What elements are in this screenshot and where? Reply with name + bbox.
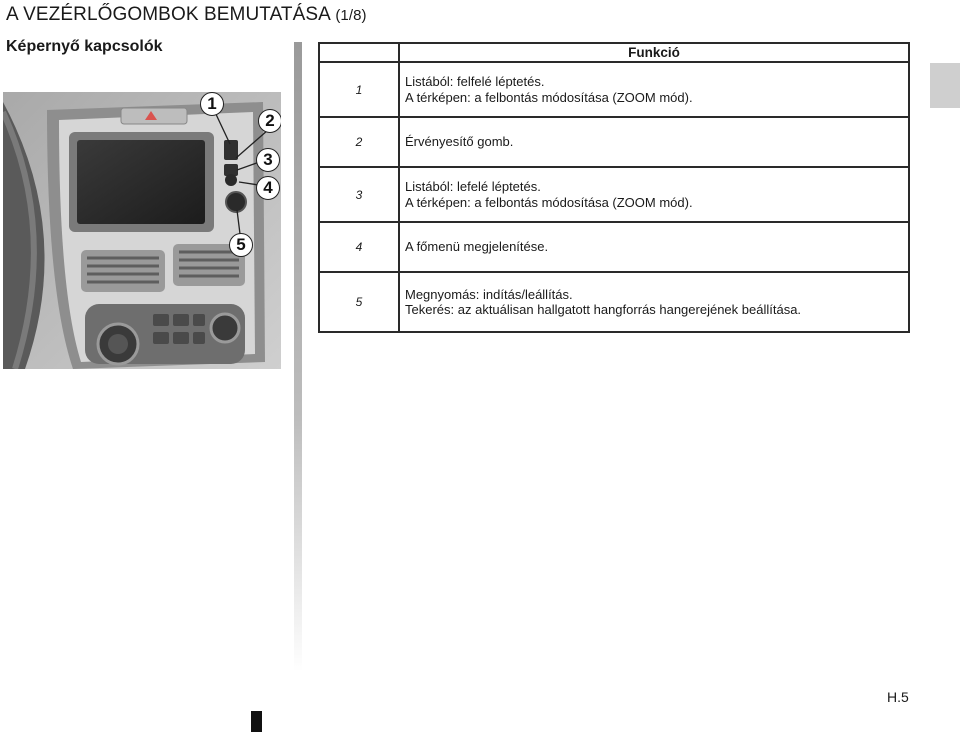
page-title-text: A VEZÉRLŐGOMBOK BEMUTATÁSA: [6, 4, 330, 25]
row-description: [399, 62, 909, 117]
row-description: [399, 117, 909, 167]
row-number: 4: [319, 222, 399, 272]
page-part-indicator: (1/8): [335, 7, 367, 24]
section-tab-marker: [930, 63, 960, 108]
table-header-empty: [319, 43, 399, 62]
table-row: [319, 167, 909, 222]
table-row: [319, 117, 909, 167]
row-description: [399, 167, 909, 222]
callout-2: 2: [258, 109, 281, 133]
row-number: 3: [319, 167, 399, 222]
description-line: Tekerés: az aktuálisan hallgatott hangforrás hangerejének beállítása.: [405, 302, 802, 317]
row-number: 2: [319, 117, 399, 167]
description-line: A főmenü megjelenítése.: [405, 239, 549, 255]
description-line: A térképen: a felbontás módosítása (ZOOM mód).: [405, 89, 693, 105]
row-number: 5: [319, 272, 399, 332]
section-subtitle: Képernyő kapcsolók: [6, 38, 163, 55]
description-line: A térképen: a felbontás módosítása (ZOOM mód).: [405, 194, 693, 210]
description-line: Megnyomás: indítás/leállítás.: [405, 286, 573, 302]
dashboard-illustration: [3, 92, 281, 369]
row-description: [399, 222, 909, 272]
table-header-function: Funkció: [399, 43, 909, 62]
table-header-row: [319, 43, 909, 62]
print-mark: [251, 711, 262, 732]
function-table: [318, 42, 910, 333]
dashboard-photo: [3, 92, 281, 369]
table-row: [319, 222, 909, 272]
table-row: [319, 62, 909, 117]
callout-1: 1: [200, 92, 224, 116]
column-divider: [294, 42, 302, 672]
row-description: [399, 272, 909, 332]
table-row: [319, 272, 909, 332]
page-number: H.5: [887, 689, 909, 705]
description-line: Listából: lefelé léptetés.: [405, 179, 541, 194]
callout-4: 4: [256, 176, 280, 200]
description-line: Érvényesítő gomb.: [405, 134, 514, 150]
row-number: 1: [319, 62, 399, 117]
page-title: [6, 4, 367, 26]
callout-3: 3: [256, 148, 280, 172]
description-line: Listából: felfelé léptetés.: [405, 74, 545, 89]
callout-5: 5: [229, 233, 253, 257]
